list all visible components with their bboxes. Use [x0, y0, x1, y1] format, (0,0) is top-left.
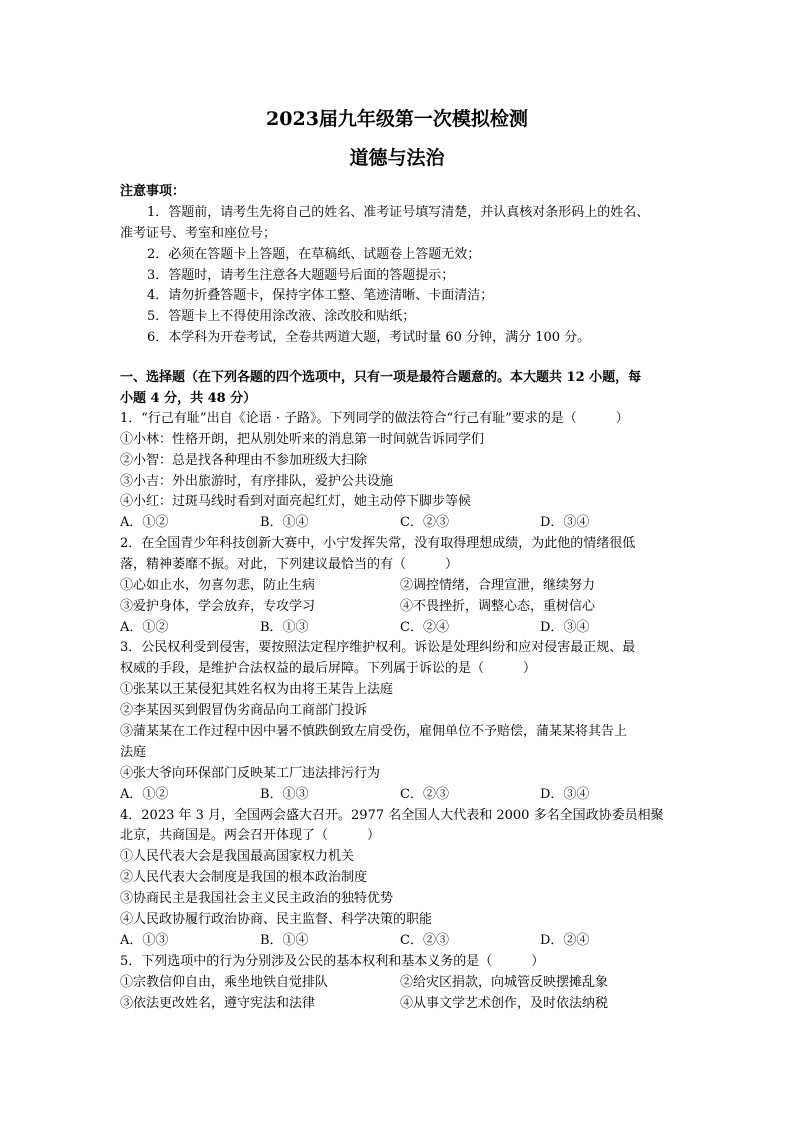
question-3-statement-2: ②李某因买到假冒伪劣商品向工商部门投诉	[120, 703, 368, 718]
question-2-statement-1: ①心如止水，勿喜勿悲，防止生病	[120, 578, 316, 593]
exam-subject: 道德与法治	[349, 147, 445, 169]
question-4-option-b: B．①④	[260, 933, 309, 948]
question-2-stem-cont: 落，精神萎靡不振。对此，下列建议最恰当的有（ ）	[120, 557, 459, 572]
question-3-stem: 3．公民权利受到侵害，要按照法定程序维护权利。诉讼是处理纠纷和应对侵害最正规、最	[120, 640, 636, 655]
question-4-statement-1: ①人民代表大会是我国最高国家权力机关	[120, 849, 355, 864]
section-heading: 一、选择题（在下列各题的四个选项中，只有一项是最符合题意的。本大题共 12 小题，每	[120, 370, 642, 385]
question-4-statement-3: ③协商民主是我国社会主义民主政治的独特优势	[120, 891, 394, 906]
question-1-option-a: A．①②	[120, 515, 169, 530]
question-4-statement-4: ④人民政协履行政治协商、民主监督、科学决策的职能	[120, 912, 433, 927]
question-3-statement-4: ④张大爷向环保部门反映某工厂违法排污行为	[120, 766, 381, 781]
question-3-stem-cont: 权威的手段，是维护合法权益的最后屏障。下列属于诉讼的是（ ）	[120, 661, 537, 676]
question-5-statement-3: ③依法更改姓名，遵守宪法和法律	[120, 996, 316, 1011]
note-item-3: 3．答题时，请考生注意各大题题号后面的答题提示；	[147, 268, 455, 283]
question-1-statement-3: ③小吉：外出旅游时，有序排队，爱护公共设施	[120, 474, 394, 489]
question-2-statement-4: ④不畏挫折，调整心态，重树信心	[400, 599, 596, 614]
question-4-stem: 4．2023 年 3 月，全国两会盛大召开。2977 名全国人大代表和 2000 多名全国政协委员相聚	[120, 808, 664, 823]
question-1-statement-4: ④小红：过斑马线时看到对面亮起红灯，她主动停下脚步等候	[120, 494, 472, 509]
question-3-option-a: A．①②	[120, 787, 169, 802]
exam-title: 2023届九年级第一次模拟检测	[266, 108, 528, 130]
question-2-option-a: A．①②	[120, 620, 169, 635]
question-1-statement-1: ①小林：性格开朗，把从别处听来的消息第一时间就告诉同学们	[120, 432, 485, 447]
question-5-stem: 5．下列选项中的行为分别涉及公民的基本权利和基本义务的是（ ）	[120, 954, 545, 969]
note-item-4: 4．请勿折叠答题卡，保持字体工整、笔迹清晰、卡面清洁；	[147, 288, 494, 303]
question-3-statement-3-cont: 法庭	[120, 745, 147, 760]
question-4-option-a: A．①③	[120, 933, 169, 948]
question-3-option-d: D．③④	[540, 787, 590, 802]
question-4-option-d: D．②④	[540, 933, 590, 948]
question-4-statement-2: ②人民代表大会制度是我国的根本政治制度	[120, 870, 368, 885]
note-item-1: 1．答题前，请考生先将自己的姓名、准考证号填写清楚，并认真核对条形码上的姓名、	[147, 205, 650, 220]
question-3-statement-3: ③蒲某某在工作过程中因中暑不慎跌倒致左肩受伤，雇佣单位不予赔偿，蒲某某将其告上	[120, 724, 628, 739]
question-1-option-d: D．③④	[540, 515, 590, 530]
question-5-statement-2: ②给灾区捐款，向城管反映摆摊乱象	[400, 975, 609, 990]
question-2-option-d: D．③④	[540, 620, 590, 635]
question-2-statement-3: ③爱护身体，学会放弃，专攻学习	[120, 599, 316, 614]
note-item-5: 5．答题卡上不得使用涂改液、涂改胶和贴纸；	[147, 309, 416, 324]
question-4-option-c: C．②③	[400, 933, 449, 948]
question-3-option-b: B．①③	[260, 787, 309, 802]
question-3-option-c: C．②③	[400, 787, 449, 802]
question-2-stem: 2．在全国青少年科技创新大赛中，小宁发挥失常，没有取得理想成绩，为此他的情绪很低	[120, 536, 636, 551]
note-item-2: 2．必须在答题卡上答题，在草稿纸、试题卷上答题无效；	[147, 247, 481, 262]
question-3-statement-1: ①张某以王某侵犯其姓名权为由将王某告上法庭	[120, 682, 394, 697]
note-item-1-cont: 准考证号、考室和座位号；	[120, 226, 277, 241]
question-2-option-b: B．①③	[260, 620, 309, 635]
section-heading-cont: 小题 4 分，共 48 分）	[120, 391, 257, 406]
question-4-stem-cont: 北京，共商国是。两会召开体现了（ ）	[120, 828, 381, 843]
question-1-stem: 1．“行己有耻”出自《论语 · 子路》。下列同学的做法符合“行己有耻”要求的是（ ）	[120, 411, 629, 426]
question-2-statement-2: ②调控情绪，合理宣泄，继续努力	[400, 578, 596, 593]
question-5-statement-4: ④从事文学艺术创作，及时依法纳税	[400, 996, 609, 1011]
question-5-statement-1: ①宗教信仰自由，乘坐地铁自觉排队	[120, 975, 329, 990]
question-1-option-c: C．②③	[400, 515, 449, 530]
question-1-statement-2: ②小智：总是找各种理由不参加班级大扫除	[120, 453, 368, 468]
question-1-option-b: B．①④	[260, 515, 309, 530]
note-item-6: 6．本学科为开卷考试，全卷共两道大题，考试时量 60 分钟，满分 100 分。	[147, 330, 591, 345]
question-2-option-c: C．②④	[400, 620, 449, 635]
notes-heading: 注意事项：	[120, 184, 186, 199]
